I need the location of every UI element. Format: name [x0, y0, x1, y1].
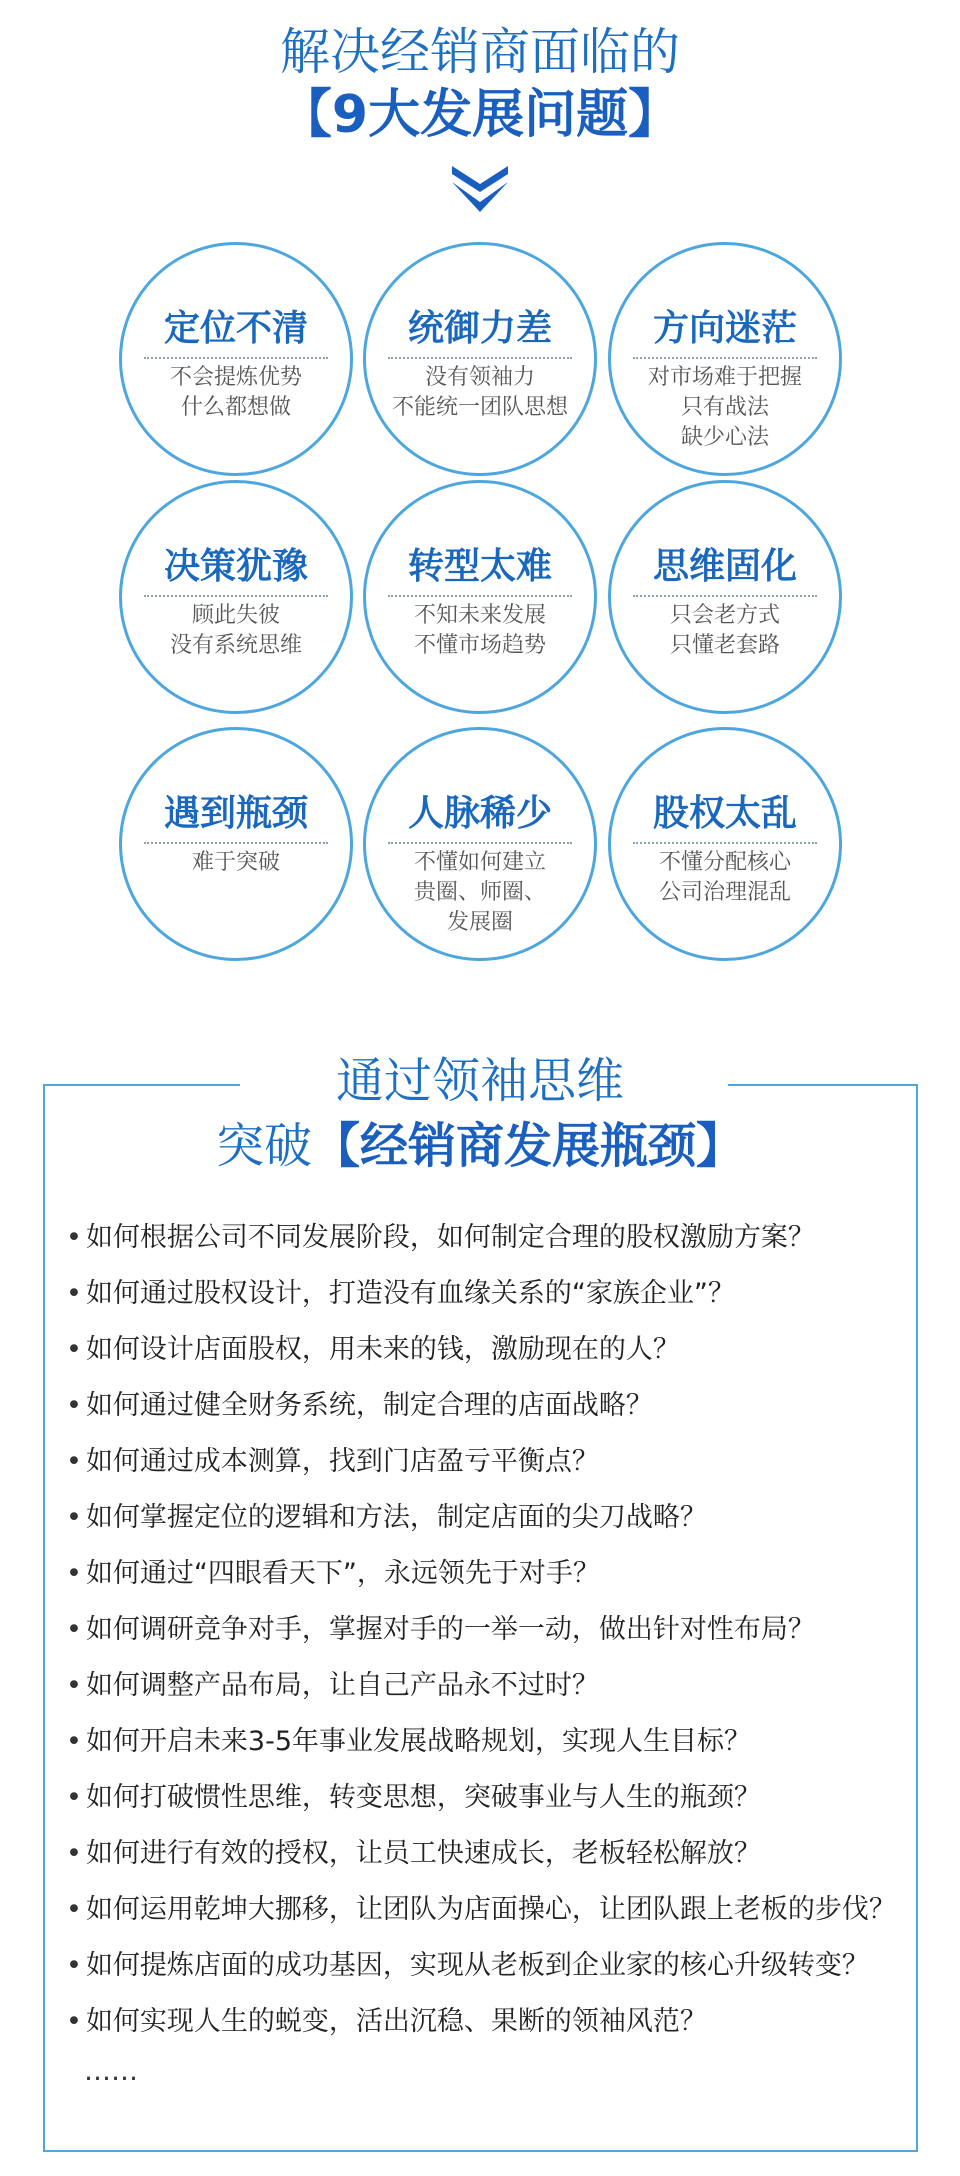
problem-title: 方向迷茫 [652, 308, 797, 349]
problem-desc [621, 363, 829, 453]
question-item: • 如何进行有效的授权，让员工快速成长，老板轻松解放？ [66, 1826, 916, 1882]
question-item: • 如何通过健全财务系统，制定合理的店面战略？ [66, 1378, 916, 1434]
problem-title: 转型太难 [407, 546, 552, 587]
problem-desc [376, 601, 584, 661]
problem-desc-line: 顾此失彼 [191, 603, 280, 628]
problem-title: 决策犹豫 [163, 546, 308, 587]
problem-circle [119, 480, 353, 714]
section-title-prefix: 突破 [215, 1118, 312, 1174]
problem-desc-line: 公司治理混乱 [658, 880, 791, 905]
question-item: • 如何开启未来3-5年事业发展战略规划，实现人生目标？ [66, 1714, 916, 1770]
section-title-bold: 【经销商发展瓶颈】 [312, 1118, 745, 1174]
dotted-divider [144, 842, 328, 844]
dotted-divider [633, 842, 817, 844]
problem-desc-line: 只有战法 [680, 395, 769, 420]
problem-desc [621, 601, 829, 661]
problem-desc [132, 848, 340, 878]
problem-circle [608, 480, 842, 714]
problem-desc-line: 没有系统思维 [169, 633, 302, 658]
problem-circle [363, 480, 597, 714]
dotted-divider [388, 357, 572, 359]
problem-desc-line: 贵圈、师圈、 [413, 880, 546, 905]
problem-desc-line: 什么都想做 [180, 395, 291, 420]
problem-desc-line: 不会提炼优势 [169, 365, 302, 390]
dotted-divider [388, 842, 572, 844]
question-item: • 如何通过“四眼看天下”，永远领先于对手？ [66, 1546, 916, 1602]
problem-desc-line: 发展圈 [446, 910, 513, 935]
question-item: • 如何通过成本测算，找到门店盈亏平衡点？ [66, 1434, 916, 1490]
question-list [66, 1210, 916, 2050]
header-title-line2: 【9大发展问题】 [279, 85, 681, 145]
question-item: • 如何设计店面股权，用未来的钱，激励现在的人？ [66, 1322, 916, 1378]
dotted-divider [144, 595, 328, 597]
problem-title: 股权太乱 [652, 793, 797, 834]
dotted-divider [144, 357, 328, 359]
problem-desc [132, 363, 340, 423]
section-title-line1: 通过领袖思维 [335, 1053, 624, 1109]
question-item: • 如何打破惯性思维，转变思想，突破事业与人生的瓶颈？ [66, 1770, 916, 1826]
ellipsis-text: …… [84, 2056, 138, 2087]
problem-desc [376, 363, 584, 423]
problem-desc-line: 不懂市场趋势 [413, 633, 546, 658]
question-item: • 如何提炼店面的成功基因，实现从老板到企业家的核心升级转变？ [66, 1938, 916, 1994]
problem-desc-line: 对市场难于把握 [647, 365, 802, 390]
problem-circle [119, 727, 353, 961]
section-title-line2 [0, 1116, 960, 1176]
question-item: • 如何调研竞争对手，掌握对手的一举一动，做出针对性布局？ [66, 1602, 916, 1658]
question-item: • 如何运用乾坤大挪移，让团队为店面操心，让团队跟上老板的步伐？ [66, 1882, 916, 1938]
double-chevron-down-icon [452, 166, 508, 212]
question-item: • 如何调整产品布局，让自己产品永不过时？ [66, 1658, 916, 1714]
problem-title: 思维固化 [652, 546, 797, 587]
problem-desc [376, 848, 584, 938]
problem-title: 定位不清 [163, 308, 308, 349]
problem-desc-line: 没有领袖力 [424, 365, 535, 390]
problem-title: 遇到瓶颈 [163, 793, 308, 834]
problem-desc-line: 不懂如何建立 [413, 850, 546, 875]
problem-circle [608, 242, 842, 476]
problem-circle [608, 727, 842, 961]
problem-desc-line: 不知未来发展 [413, 603, 546, 628]
problem-desc [132, 601, 340, 661]
problem-desc-line: 缺少心法 [680, 425, 769, 450]
problem-desc-line: 难于突破 [191, 850, 280, 875]
problem-desc [621, 848, 829, 908]
problem-desc-line: 只会老方式 [669, 603, 780, 628]
question-item: • 如何掌握定位的逻辑和方法，制定店面的尖刀战略？ [66, 1490, 916, 1546]
problem-title: 统御力差 [407, 308, 552, 349]
dotted-divider [388, 595, 572, 597]
question-item: • 如何实现人生的蜕变，活出沉稳、果断的领袖风范？ [66, 1994, 916, 2050]
question-item: • 如何通过股权设计，打造没有血缘关系的“家族企业”？ [66, 1266, 916, 1322]
problem-desc-line: 只懂老套路 [669, 633, 780, 658]
problem-circle [363, 727, 597, 961]
problem-circle [363, 242, 597, 476]
problem-desc-line: 不懂分配核心 [658, 850, 791, 875]
problem-title: 人脉稀少 [407, 793, 552, 834]
dotted-divider [633, 595, 817, 597]
problem-desc-line: 不能统一团队思想 [391, 395, 568, 420]
dotted-divider [633, 357, 817, 359]
problem-circle [119, 242, 353, 476]
header-title-line1: 解决经销商面临的 [280, 23, 680, 81]
question-item: • 如何根据公司不同发展阶段，如何制定合理的股权激励方案？ [66, 1210, 916, 1266]
